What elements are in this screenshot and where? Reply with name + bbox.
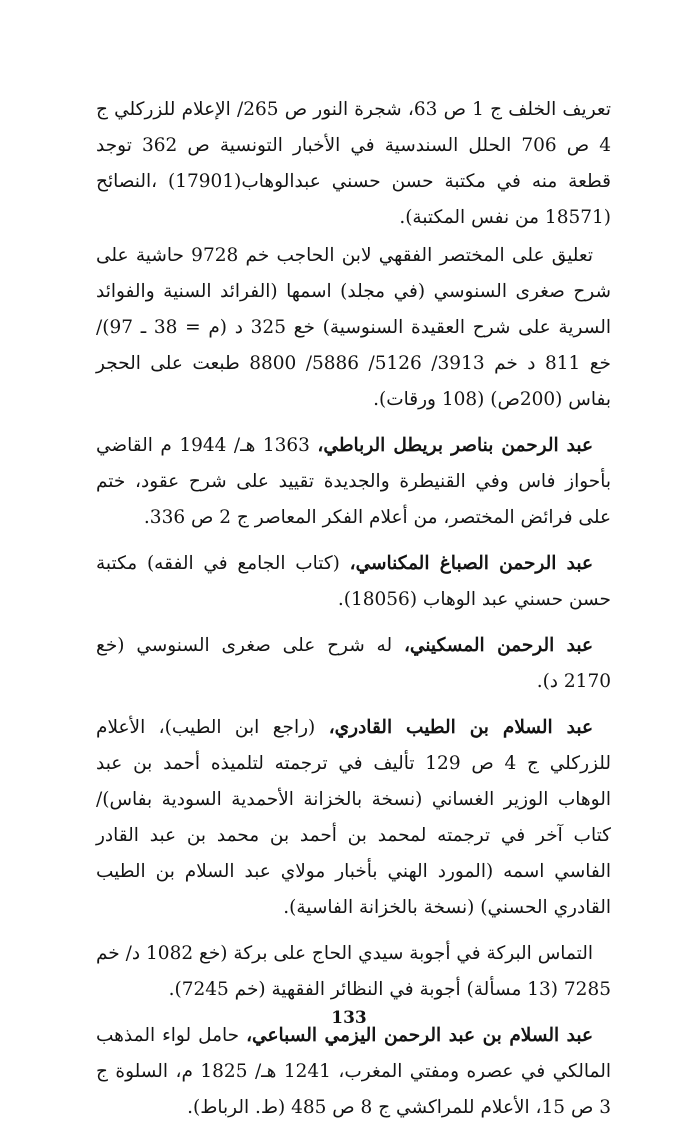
entry-heading: عبد الرحمن المسكيني، [403,635,593,656]
entry-paragraph-sabbagh [96,546,611,618]
entry-heading: عبد الرحمن بناصر بريطل الرباطي، [317,435,594,456]
page-number: 133 [331,1008,367,1028]
paragraph-baraka: التماس البركة في أجوبة سيدي الحاج على بركة (خع 1082 د/ خم 7285 (13 مسألة) أجوبة في النظائر الفقهية (خم 7245). [96,943,611,1000]
entry-paragraph-brital [96,428,611,536]
entry-text: له شرح على صغرى السنوسي (خع 2170 د). [96,635,611,692]
entry-heading: عبد السلام بن عبد الرحمن اليزمي السباعي، [246,1025,593,1046]
entry-text: (كتاب الجامع في الفقه) مكتبة حسن حسني عبد الوهاب (18056). [96,553,611,610]
paragraph-commentary: تعليق على المختصر الفقهي لابن الحاجب خم 9728 حاشية على شرح صغرى السنوسي (في مجلد) اسمها (الفرائد السنية والفوائد السرية على شرح العقيدة السنوسية) خع 325 د (م = 38 ـ 97)/ خع 811 د خم 3913/ 5126/ 5886/ 8800 طبعت على الحجر بفاس (200ص) (108 ورقات). [96,245,611,410]
entry-heading: عبد السلام بن الطيب القادري، [328,717,593,738]
page-body [96,92,611,1136]
entry-text: (راجع ابن الطيب)، الأعلام للزركلي ج 4 ص 129 تأليف في ترجمته لتلميذه أحمد بن عبد الوهاب الوزير الغساني (نسخة بالخزانة الأحمدية السودية بفاس)/ كتاب آخر في ترجمته لمحمد بن أحمد بن محمد بن عبد القادر الفاسي اسمه (المورد الهني بأخبار مولاي عبد السلام بن الطيب القادري الحسني) (نسخة بالخزانة الفاسية). [96,717,611,918]
entry-paragraph-qadiri [96,710,611,926]
entry-text: 1363 هـ/ 1944 م القاضي بأحواز فاس وفي القنيطرة والجديدة تقييد على شرح عقود، ختم على فرائض المختصر، من أعلام الفكر المعاصر ج 2 ص 336. [96,435,611,528]
entry-paragraph-miskini [96,628,611,700]
paragraph-continuation: تعريف الخلف ج 1 ص 63، شجرة النور ص 265/ الإعلام للزركلي ج 4 ص 706 الحلل السندسية في الأخبار التونسية ص 362 توجد قطعة منه في مكتبة حسن حسني عبدالوهاب(17901) ،النصائح (18571 من نفس المكتبة). [96,99,612,228]
entry-heading: عبد الرحمن الصباغ المكناسي، [349,553,594,574]
entry-text: حامل لواء المذهب المالكي في عصره ومفتي المغرب، 1241 هـ/ 1825 م، السلوة ج 3 ص 15، الأعلام للمراكشي ج 8 ص 485 (ط. الرباط). [96,1025,611,1118]
